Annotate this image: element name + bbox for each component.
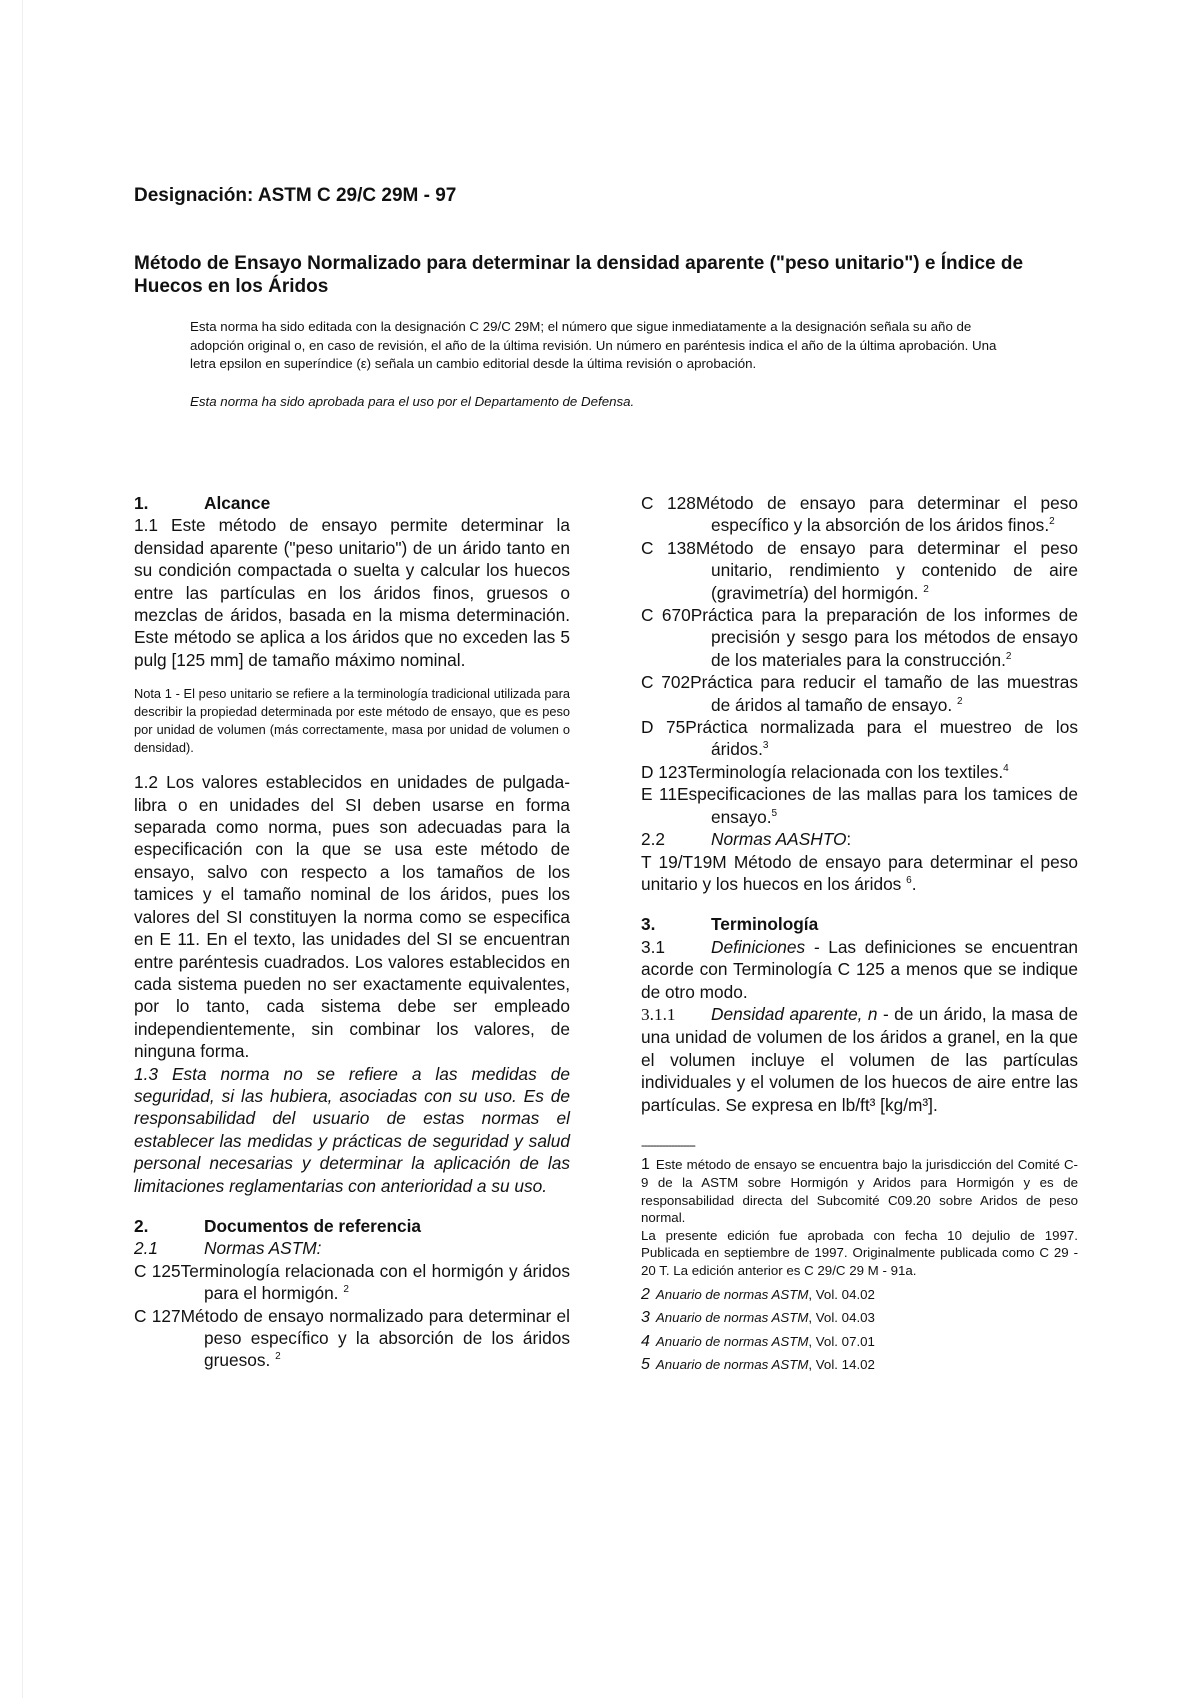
footnote-ref: 2: [1049, 516, 1055, 528]
reference-text: Método de ensayo para determinar el peso unitario, rendimiento y contenido de aire (gravimetría) del hormigón.: [695, 537, 1078, 603]
reference-item: [641, 671, 1078, 716]
preamble: [190, 318, 1025, 411]
subsection-title: Normas AASHTO: [711, 829, 847, 850]
reference-item: [134, 1305, 570, 1372]
reference-item: [641, 783, 1078, 828]
footnote-ref: 2: [956, 695, 963, 707]
section-number: 2.: [134, 1215, 149, 1236]
section-1-heading: [134, 492, 570, 514]
yearbook-volume: , Vol. 04.02: [808, 1286, 875, 1302]
reference-item: [641, 492, 1078, 537]
yearbook-volume: , Vol. 04.03: [808, 1310, 875, 1326]
reference-text: Práctica para reducir el tamaño de las muestras de áridos al tamaño de ensayo.: [690, 672, 1078, 715]
yearbook-title: Anuario de normas ASTM: [655, 1286, 809, 1302]
reference-code: E 11: [641, 784, 677, 805]
footnote-5: [641, 1356, 1078, 1374]
footnote-1: [641, 1156, 1078, 1226]
reference-code: C 670: [641, 605, 691, 626]
section-title: Terminología: [711, 914, 819, 935]
reference-item: [641, 716, 1078, 761]
section-number: 3.: [641, 914, 656, 935]
yearbook-title: Anuario de normas ASTM: [655, 1357, 809, 1373]
subsection-title: Normas ASTM: [204, 1238, 317, 1259]
reference-item: [641, 761, 1078, 783]
footnote-ref: 4: [1003, 763, 1009, 775]
section-3-heading: [641, 913, 1078, 935]
aashto-text: T 19/T19M Método de ensayo para determinar el peso unitario y los huecos en los áridos: [641, 851, 1078, 894]
footnote-separator: ------------------: [641, 1137, 695, 1152]
subsection-number: 2.2: [641, 829, 666, 850]
footnote-ref: 2: [275, 1351, 281, 1363]
reference-code: C 127: [134, 1305, 181, 1326]
footnote-3: [641, 1309, 1078, 1327]
reference-code: C 138: [641, 537, 696, 558]
reference-text: Especificaciones de las mallas para los tamices de ensayo.: [676, 784, 1078, 827]
reference-code: D 75: [641, 717, 686, 738]
subsection-2-2: 2.2 Normas AASHTO:: [641, 829, 852, 850]
paragraph-1-1: 1.1 Este método de ensayo permite determinar la densidad aparente ("peso unitario") de un árido tanto en su condición compactada o suelta y calcular los huecos entre las partículas en los áridos finos, gruesos o mezclas de áridos, basada en la misma determinación. Este método se aplica a los áridos que no exceden las 5 pulg [125 mm] de tamaño máximo nominal.: [134, 515, 570, 670]
yearbook-title: Anuario de normas ASTM: [655, 1333, 809, 1349]
definitions-label: Definiciones -: [711, 936, 820, 957]
footnote-ref: 3: [762, 740, 769, 752]
definition-text: - de un árido, la masa de una unidad de volumen de los áridos a granel, en la que el volumen incluye el volumen de las partículas individuales y el volumen de los huecos de aire entre las partículas. Se expresa en lb/ft³ [kg/m³].: [641, 1003, 1078, 1115]
footnote-1-edition: La presente edición fue aprobada con fecha 10 dejulio de 1997. Publicada en septiembre de 1997. Originalmente publicada como C 29 - 20 T. La edición anterior es C 29/C 29 M - 91a.: [641, 1227, 1078, 1278]
paragraph-1-3: 1.3 Esta norma no se refiere a las medidas de seguridad, si las hubiera, asociadas con su uso. Es de responsabilidad del usuario de estas normas el establecer las medidas y prácticas de seguridad y salud personal necesarias y determinar la aplicación de las limitaciones reglamentarias con anterioridad a su uso.: [134, 1063, 570, 1196]
footnote-ref: 2: [343, 1284, 349, 1296]
reference-item: [641, 537, 1078, 604]
paragraph-3-1: [641, 936, 1078, 1003]
yearbook-volume: , Vol. 07.01: [808, 1333, 875, 1349]
section-title: Documentos de referencia: [204, 1215, 422, 1236]
aashto-reference: T 19/T19M Método de ensayo para determinar el peso unitario y los huecos en los áridos $^6$.: [641, 851, 1078, 894]
reference-code: C 125: [134, 1260, 181, 1281]
reference-text: Método de ensayo para determinar el peso específico y la absorción de los áridos finos.: [695, 493, 1078, 536]
nota-1: Nota 1 - El peso unitario se refiere a la terminología tradicional utilizada para describir la propiedad determinada por este método de ensayo, que es peso por unidad de volumen (más correctamente, masa por unidad de volumen o densidad).: [134, 686, 570, 756]
definition-term: Densidad aparente, n: [711, 1003, 878, 1024]
reference-text: Terminología relacionada con el hormigón y áridos para el hormigón.: [180, 1260, 570, 1304]
subsection-number: 2.1: [134, 1238, 159, 1259]
reference-text: Práctica normalizada para el muestreo de los áridos.: [685, 717, 1078, 760]
footnote-ref: 2: [1005, 651, 1012, 663]
reference-item: [134, 1260, 570, 1305]
footnote-ref: 2: [923, 583, 929, 595]
right-column: [641, 492, 1078, 1374]
document-title: Método de Ensayo Normalizado para determinar la densidad aparente ("peso unitario") e Índice de Huecos en los Áridos: [134, 253, 1024, 297]
section-title: Alcance: [204, 493, 271, 513]
subsection-2-1: 2.1 Normas ASTM:: [134, 1238, 322, 1259]
footnotes: [641, 1156, 1078, 1374]
footnote-2: [641, 1286, 1078, 1304]
edition-note: Esta norma ha sido editada con la designación C 29/C 29M; el número que sigue inmediatamente a la designación señala su año de adopción original o, en caso de revisión, el año de la última revisión. Un número en paréntesis indica el año de la última aprobación. Una letra epsilon en superíndice (ε) señala un cambio editorial desde la última revisión o aprobación.: [190, 319, 997, 371]
footnote-number: 3: [641, 1309, 650, 1327]
left-column: [134, 492, 570, 1372]
reference-text: Terminología relacionada con los textiles.: [687, 761, 1004, 782]
reference-code: C 128: [641, 493, 696, 513]
reference-text: Práctica para la preparación de los informes de precisión y sesgo para los métodos de ensayo de los materiales para la construcción.: [690, 605, 1078, 670]
section-number: 1.: [134, 493, 149, 513]
footnote-ref: 5: [771, 807, 778, 819]
footnote-number: 2: [641, 1285, 650, 1303]
reference-code: C 702: [641, 672, 691, 693]
paragraph-number: 3.1: [641, 936, 666, 957]
yearbook-title: Anuario de normas ASTM: [655, 1310, 809, 1326]
approval-note: Esta norma ha sido aprobada para el uso por el Departamento de Defensa.: [190, 393, 635, 409]
definitions-text: Las definiciones se encuentran acorde con Terminología C 125 a menos que se indique de otro modo.: [641, 936, 1078, 1002]
footnote-number: 4: [641, 1332, 650, 1350]
footnote-ref: 6: [906, 875, 912, 887]
reference-text: Método de ensayo normalizado para determinar el peso específico y la absorción de los áridos gruesos.: [180, 1305, 571, 1371]
footnote-text: Este método de ensayo se encuentra bajo la jurisdicción del Comité C-9 de la ASTM sobre Hormigón y Aridos para Hormigón y es de responsabilidad directa del Subcomité C09.20 sobre Aridos de peso normal.: [641, 1157, 1078, 1226]
footnote-number: 1: [641, 1156, 650, 1174]
yearbook-volume: , Vol. 14.02: [808, 1357, 875, 1373]
page-edge: [22, 0, 23, 1698]
reference-item: [641, 604, 1078, 671]
paragraph-1-2: 1.2 Los valores establecidos en unidades de pulgada-libra o en unidades del SI deben usarse en forma separada como norma, pues son adecuadas para la especificación con la que se usa este método de ensayo, salvo con respecto a los tamaños de los tamices y el tamaño nominal de los áridos, pues los valores del SI constituyen la norma como se especifica en E 11. En el texto, las unidades del SI se encuentran entre paréntesis cuadrados. Los valores establecidos en cada sistema pueden no ser exactamente equivalentes, por lo tanto, cada sistema debe ser empleado independientemente, sin combinar los valores, de ninguna forma.: [134, 772, 570, 1062]
footnote-4: [641, 1333, 1078, 1351]
footnote-number: 5: [641, 1356, 650, 1374]
section-2-heading: [134, 1215, 570, 1237]
reference-code: D 123: [641, 761, 688, 782]
paragraph-3-1-1: [641, 1003, 1078, 1116]
designation: Designación: ASTM C 29/C 29M - 97: [134, 185, 457, 206]
paragraph-number: 3.1.1: [641, 1004, 676, 1024]
